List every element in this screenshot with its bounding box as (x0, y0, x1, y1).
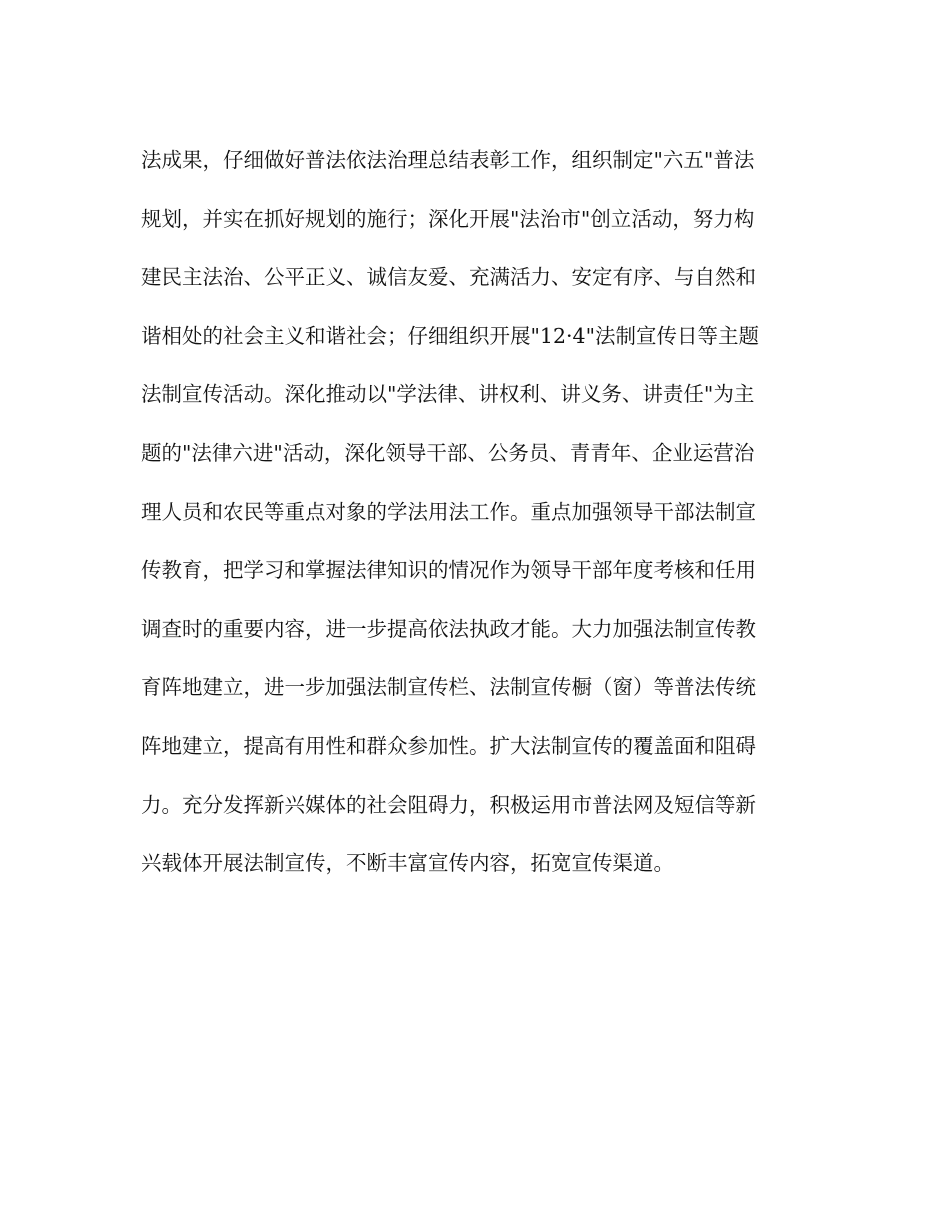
text-line: 调查时的重要内容，进一步提高依法执政才能。大力加强法制宣传教 (141, 616, 756, 641)
text-line: 规划，并实在抓好规划的施行；深化开展"法治市"创立活动，努力构 (141, 206, 755, 231)
body-paragraph (141, 131, 821, 893)
text-line: 谐相处的社会主义和谐社会；仔细组织开展"12·4"法制宣传日等主题 (141, 323, 760, 348)
text-line: 兴载体开展法制宣传，不断丰富宣传内容，拓宽宣传渠道。 (141, 851, 674, 876)
text-line: 阵地建立，提高有用性和群众参加性。扩大法制宣传的覆盖面和阻碍 (141, 733, 756, 758)
text-line: 育阵地建立，进一步加强法制宣传栏、法制宣传橱（窗）等普法传统 (141, 675, 756, 700)
text-line: 理人员和农民等重点对象的学法用法工作。重点加强领导干部法制宣 (141, 499, 756, 524)
text-line: 力。充分发挥新兴媒体的社会阻碍力，积极运用市普法网及短信等新 (141, 792, 756, 817)
text-line: 建民主法治、公平正义、诚信友爱、充满活力、安定有序、与自然和 (141, 265, 756, 290)
text-line: 题的"法律六进"活动，深化领导干部、公务员、青青年、企业运营治 (141, 440, 755, 465)
text-line: 传教育，把学习和掌握法律知识的情况作为领导干部年度考核和任用 (141, 558, 756, 583)
text-line: 法成果，仔细做好普法依法治理总结表彰工作，组织制定"六五"普法 (141, 148, 755, 172)
text-line: 法制宣传活动。深化推动以"学法律、讲权利、讲义务、讲责任"为主 (141, 382, 755, 407)
